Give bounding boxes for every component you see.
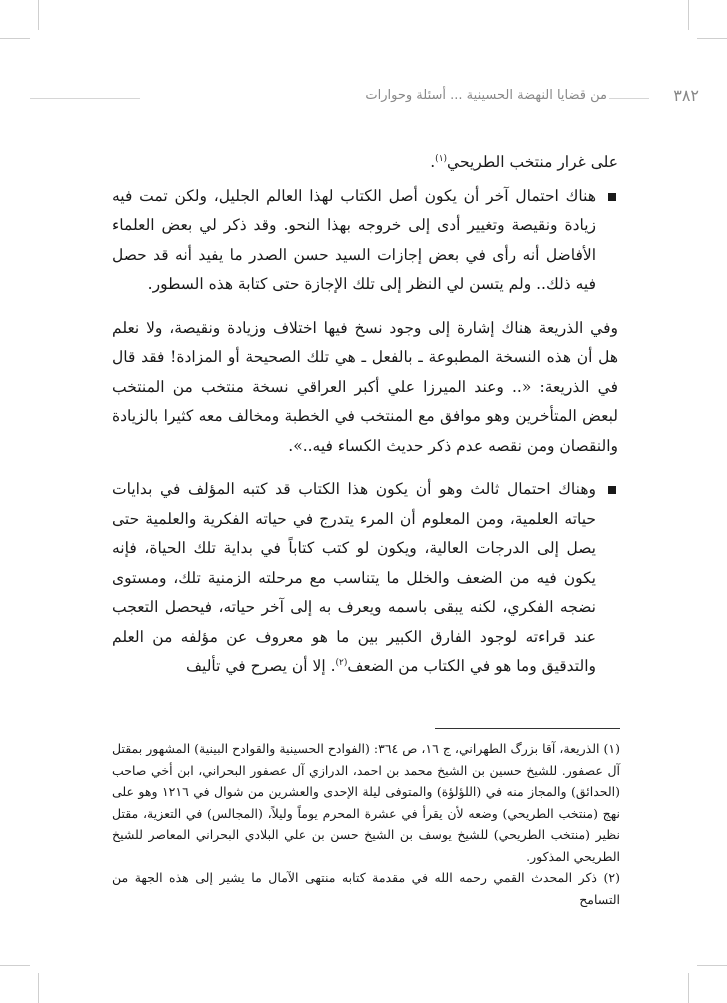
bullet-item [112,475,618,682]
crop-mark [697,965,727,966]
page-number: ٣٨٢ [673,86,699,105]
footnote-ref: (٢) [335,657,348,668]
text-run: على غرار منتخب الطريحي [447,153,618,171]
paragraph: وفي الذريعة هناك إشارة إلى وجود نسخ فيها اختلاف وزيادة ونقيصة، ولا نعلم هل أن هذه النسخة المطبوعة ـ بالفعل ـ هي تلك الصحيحة أو المزادة! فقد قال في الذريعة: «.. وعند الميرزا علي أكبر العراقي نسخة منتخب من المنتخب لبعض المتأخرين وهو موافق مع المنتخب في الخطبة ومخالف معه كثيرا بالزيادة والنقصان ومن نقصه عدم ذكر حديث الكساء فيه..». [112,318,618,455]
bullet-text: . إلا أن يصرح في تأليف [185,657,336,675]
crop-mark [38,973,39,1003]
crop-mark [688,973,689,1003]
main-text [112,148,618,696]
running-header [30,86,699,110]
crop-mark [0,965,30,966]
bullet-item [112,182,618,300]
crop-mark [697,38,727,39]
bullet-square-icon [608,486,616,494]
bullet-text: وهناك احتمال ثالث وهو أن يكون هذا الكتاب قد كتبه المؤلف في بدايات حياته العلمية، ومن المعلوم أن المرء يتدرج في حياته الفكرية والعلمية حتى يصل إلى الدرجات العالية، ويكون لو كتب كتاباً في بداية تلك الحياة، فإنه يكون فيه من الضعف والخلل ما يتناسب مع مرحلته الزمنية تلك، ومستوى نضجه الفكري، لكنه يبقى باسمه ويعرف به إلى آخر حياته، فيحصل التعجب عند قراءته لوجود الفارق الكبير بين ما هو معروف عن مؤلفه من العلم والتدقيق وما هو في الكتاب من الضعف [112,480,596,675]
header-rule [30,98,140,99]
header-rule [609,98,649,99]
bullet-text: هناك احتمال آخر أن يكون أصل الكتاب لهذا العالم الجليل، ولكن تمت فيه زيادة ونقيصة وتغيير أدى إلى خروجه بهذا النحو. وقد ذكر لي بعض العلماء الأفاضل أنه رأى في بعض إجازات السيد حسن الصدر ما يفيد أنه قد حصل فيه ذلك.. ولم يتسن لي النظر إلى تلك الإجازة حتى كتابة هذه السطور. [112,186,596,293]
crop-mark [688,0,689,30]
crop-mark [0,38,30,39]
crop-mark [38,0,39,30]
footnote-separator [435,728,620,729]
footnote: (٢) ذكر المحدث القمي رحمه الله في مقدمة كتابه منتهى الآمال ما يشير إلى هذه الجهة من التسامح [112,870,620,907]
paragraph [112,148,618,178]
text-run: . [430,153,436,171]
running-title: من قضايا النهضة الحسينية ... أسئلة وحوارات [365,88,607,103]
footnote-ref: (١) [435,153,448,164]
footnote: (١) الذريعة، آقا بزرگ الطهراني، ج ١٦، ص ٣٦٤: (الفوادح الحسينية والقوادح البينية) المشهور بمقتل آل عصفور. للشيخ حسين بن الشيخ محمد بن احمد، الدرازي آل عصفور البحراني، ابن أخي صاحب (الحدائق) والمجاز منه في (اللؤلؤة) والمتوفى ليلة الإحدى والعشرين من شوال في ١٢١٦ وهو على نهج (منتخب الطريحي) وضعه لأن يقرأ في عشرة المحرم يوماً وليلاً، (المجالس) في التعزية، مقتل نظير (منتخب الطريحي) للشيخ يوسف بن الشيخ حسن بن علي البلادي البحراني المعاصر للشيخ الطريحي المذكور. [112,741,620,864]
bullet-square-icon [608,193,616,201]
footnotes [112,738,620,910]
